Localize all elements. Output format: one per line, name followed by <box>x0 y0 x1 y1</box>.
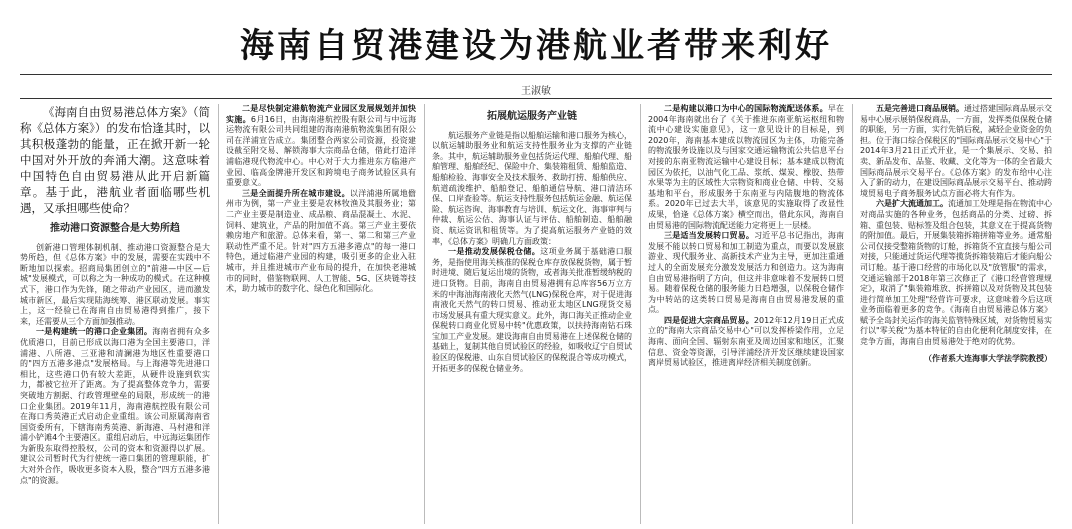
bold-lead: 四是促进大宗商品贸易。 <box>664 315 754 325</box>
bold-lead: 五是完善进口商品展销。 <box>876 104 964 113</box>
author-byline: 王淑敏 <box>521 86 551 97</box>
section-heading-1: 推动港口资源整合是大势所趋 <box>50 223 180 234</box>
paragraph <box>226 104 416 189</box>
paragraph <box>20 327 210 486</box>
paragraph-text: 流通加工处理是指在物流中心对商品实施的各种业务，包括商品的分类、过磅、拆箱、重包装、贴标签及组合包装，其意义在于提高货物的附加值。最后，开展集装箱拆箱拼箱等业务。通常船公司仅接受整箱货物的订舱，拆箱货不宜直接与船公司对接，只能通过货运代理等揽货拆箱装箱后才能向船公司订舱。基于港口经营的市场化以及"放管服"的需求，交通运输部于2018年第三次修正了《港口经营管理规定》，取消了"集装箱堆放、拆拼箱以及对货物及其包装进行简单加工处理"经营许可要求，这意味着今后这项业务面临着更多的竞争。《海南自由贸易港总体方案》赋予全岛封关运作的海关监管特殊区域，对货物贸易实行以"零关税"为基本特征的自由化便利化制度安排，在竞争方面，海南自由贸易港处于绝对的优势。 <box>860 199 1052 347</box>
paragraph-text: 2012年12月19日正式成立的"海南大宗商品交易中心"可以发挥桥梁作用，立足海南、面向全国、辐射东南亚及周边国家和地区，汇聚信息、资金等资源，引导洋浦经济开发区继续建设国家离岸贸易试验区，推进离岸经济相关制度创新。 <box>648 315 844 368</box>
top-rule <box>20 74 1052 75</box>
column-3 <box>432 104 632 529</box>
bold-lead: 二是尽快制定港航物流产业园区发展规划并加快实施。 <box>226 104 416 124</box>
column-divider <box>852 104 853 524</box>
paragraph-text: 6月16日，由海南港航控股有限公司与中远海运物流有限公司共同组建的海南港航物流集团有限公司在洋浦宣告成立。集团整合两家公司资源，投资建设截至附交易、解锁海事大宗商品仓储，借此打造洋浦临港现代物流中心。中心对于大力推进东方临港产业园、临高金牌港开发区和跨境电子商务试验区具有重要意义。 <box>226 114 416 188</box>
paragraph <box>648 316 844 369</box>
bold-lead: 一是推动发展保税仓储。 <box>448 247 541 257</box>
column-divider <box>424 104 425 524</box>
column-2 <box>226 104 416 529</box>
paragraph-text: 习近平总书记指出，海南发展不能以转口贸易和加工制造为重点，而要以发展旅游业、现代服务业、高新技术产业为主导，更加注重通过人的全面发展充分激发发展活力和创造力。这为海南自由贸易港指明了方向，但这并非意味着不发展转口贸易。随着保税仓储的服务能力日趋增强，以保税仓储作为中转站的这类转口贸易是海南自由贸易港发展的重点。 <box>648 231 844 315</box>
paragraph: 航运服务产业链是指以船舶运输和港口服务为核心，以航运辅助服务业和航运支持性服务业为支撑的产业链条。其中，航运辅助服务业包括货运代理、船舶代理、船舶管理、船舶经纪、保险中介、集装箱租赁、船舶监造、船舶检验、海事安全及技术服务、救助打捞、船舶供应、航道疏浚维护、船舶登记、船舶通信导航、港口清洁环保、口岸查验等。航运支持性服务包括航运金融、航运保险、航运咨询、海事教育与培训、航运文化、海事审判与仲裁、航运公估、海事认证与评估、船舶制造、船舶融资、航运资讯和租赁等。为了提高航运服务产业链的效率，《总体方案》明确几方面政策： <box>432 130 632 246</box>
bold-lead: 三是全面提升所在城市建设。 <box>242 188 350 198</box>
paragraph <box>860 199 1052 347</box>
paragraph-text: 早在2004年海南就出台了《关于推进东南亚航运枢纽和物流中心建设实施意见》，这一意见设计的目标是，到2020年，海南基本建成以物流园区为主体，功能完备的物流服务设施以及与国家交通运输物流公共信息平台对接的东南亚物流运输中心建设目标；基本建成以物流园区为依托，以油气化工品、浆纸、煤炭、橡胶、热带水果等为主的区域性大宗物资和商业仓储、中转、交易基地和平台，形成服务于东南亚与内陆腹地的物流体系。2020年已过去大半，该意见的实施取得了改显性成果，恰逢《总体方案》横空而出，借此东风，海南自由贸易港的国际物流配送能力定将更上一层楼。 <box>648 104 844 230</box>
column-divider <box>218 104 219 524</box>
bold-lead: 三是适当发展转口贸易。 <box>664 231 755 241</box>
paragraph <box>648 231 844 316</box>
lead-paragraph: 《海南自由贸易港总体方案》（简称《总体方案》）的发布恰逢其时，以其积极蓬勃的能量，正在掀开新一轮中国对外开放的奔涌大潮。这意味着中国特色自由贸易港从此开启新篇章。基于此，港航业者面临哪些机遇，又承担哪些使命？ <box>20 105 210 215</box>
byline-rule <box>20 98 1052 99</box>
paragraph <box>648 104 844 231</box>
bold-lead: 一是构建统一的港口企业集团。 <box>36 327 153 337</box>
paragraph-text: 通过搭建国际商品展示交易中心展示展销保税商品，一方面，发挥类似保税仓储的职能，另一方面，实行先销后税，减轻企业资金的负担。位于海口综合保税区的"国际商品展示交易中心"于2014年3月21日正式开业，是一个集展示、交易、拍卖、新品发布、品鉴、收藏、文化等为一体的全省最大国际商品展示交易平台。《总体方案》的发布给中心注入了新的动力，在建设国际商品展示交易平台、推动跨境贸易电子商务服务试点方面必将大有作为。 <box>860 104 1052 198</box>
paragraph <box>860 104 1052 199</box>
column-1 <box>20 104 210 529</box>
author-note: （作者系大连海事大学法学院教授） <box>924 353 1052 363</box>
article-title: 海南自贸港建设为港航业者带来利好 <box>240 26 832 66</box>
paragraph <box>226 189 416 295</box>
column-4 <box>648 104 844 529</box>
section-heading-2: 拓展航运服务产业链 <box>487 111 577 122</box>
column-5 <box>860 104 1052 529</box>
paragraph <box>432 247 632 374</box>
paragraph-text: 以洋浦港所属地儋州市为例，第一产业主要是农林牧渔及其服务业；第二产业主要是制造业、成品粮、商品混凝土、水泥、饲料、建筑业，产品的附加值不高。第三产业主要依赖房地产和旅游。总体来看，第一、第二和第三产业联动性严重不足。针对"四方五港多港点"的每一港口特色，通过临港产业园的构建，吸引更多的企业入驻城市，并且推进城市产业布局的提升，在加快老港城市的同时，借鉴物联网、人工智能、5G、区块链等技术，助力城市的数字化、绿色化和国际化。 <box>226 188 416 294</box>
paragraph: 创新港口管理体制机制、推动港口资源整合是大势所趋，但《总体方案》中的发展，需要在实践中不断地加以探索。招商局集团创立的"前港—中区—后城"发展模式，可以称之为一种成功的模式。在这种模式下，港口作为先锋，随之带动产业园区，进而激发城市新区，最后实现陆海统筹、港区联动发展。事实上，这一经验已在海南自由贸易港得到推广，接下来，还需要从三个方面加强推动。 <box>20 242 210 326</box>
bold-lead: 二是构建以港口为中心的国际物流配送体系。 <box>664 104 828 113</box>
column-divider <box>640 104 641 524</box>
paragraph-text: 这项业务属于基础港口服务，是指使用海关核准的保税仓库存放保税货物，属于暂时进境、随后复运出境的货物，或者海关批准暂缓纳税的进口货物。目前，海南自由贸易港拥有总库容56万立方米的中海油海南液化天然气(LNG)保税仓库，对于促进海南液化天然气的转口贸易、推动亚太地区LNG现货交易市场发展具有重大现实意义。此外，海口海关正推动企业保税转口商业化贸易中转"优惠政策，以扶持海南钻石珠宝加工产业发展。建设海南自由贸易港在上述保税仓储的基础上，复制其他自贸试验区的经验，如吸收辽宁自贸试验区的保税港、山东自贸试验区的保税混合等成功模式，开拓更多的保税仓储业务。 <box>432 247 632 373</box>
paragraph-text: 海南省拥有众多优质港口，目前已形成以海口港为全国主要港口，洋浦港、八所港、三亚港和清澜港为地区性重要港口的"四方五港多港点"发展格局。与上海港等先进港口相比，这些港口仍有较大差距，从硬件设施到软实力，都被它拉开了距离。为了提高整体竞争力，需要突破地方割据、行政管理壁垒的局限，形成统一的港口企业集团。2019年11月，海南港航控股有限公司在海口秀英港正式启动企业重组。该公司原属海南省国资委所有，下辖海南秀英港、新海港、马村港和洋浦小铲滩4个主要港区。重组启动后，中远海运集团作为新股东取得控股权，公司的资本和资源得以扩展。建议公司暂时代为行使统一港口集团的管理职能，扩大对外合作，吸收更多资本入股，整合"四方五港多港点"的资源。 <box>20 327 210 485</box>
bold-lead: 六是扩大流通加工。 <box>876 199 948 209</box>
